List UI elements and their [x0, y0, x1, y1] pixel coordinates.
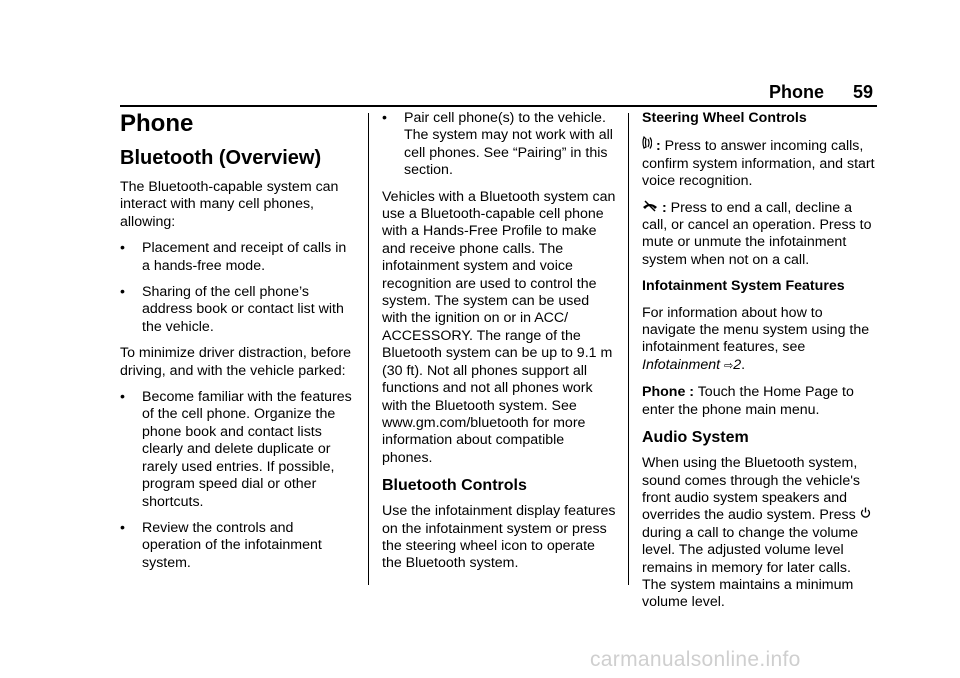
answer-text: Press to answer incoming calls, confirm system information, and start voice recognition. [642, 138, 875, 190]
phone-text: Touch the Home Page to enter the phone main menu. [642, 384, 854, 418]
column-3 [642, 110, 878, 621]
bullet-text: Pair cell phone(s) to the vehicle. The system may not work with all cell phones. See “Pairing” in this section. [404, 110, 613, 179]
power-icon [860, 507, 871, 524]
heading-infotainment-features: Infotainment System Features [642, 278, 845, 295]
controls-paragraph: Use the infotainment display features on the infotainment system or press the steering wheel icon to operate the Bluetooth system. [382, 503, 616, 572]
header-rule [120, 105, 877, 107]
column-1 [120, 110, 356, 581]
end-separator: : [658, 199, 671, 216]
bullet-text: Review the controls and operation of the infotainment system. [142, 519, 322, 571]
page-number: 59 [853, 82, 874, 102]
end-call-icon [642, 200, 658, 217]
heading-steering-wheel-controls: Steering Wheel Controls [642, 110, 807, 126]
section-title: Phone [769, 82, 825, 102]
page-ref-arrow-icon: ⇨ [724, 359, 734, 372]
features-end: . [741, 356, 746, 373]
vehicles-paragraph: Vehicles with a Bluetooth system can use a Bluetooth-capable cell phone with a Hands-Free Profile to make and receive phone calls. The infotainment system and voice recognition are used to control the system. The system can be used with the ignition on or in ACC/ ACCESSORY. The range of the Bluetooth system can be up to 9.1 m (30 ft). Not all phones support all functions and not all phones work with the Bluetooth system. See www.gm.com/bluetooth for more information about compatible phones. [382, 188, 616, 466]
bullet-marker: • [120, 519, 125, 536]
column-2 [382, 110, 618, 582]
bullet-marker: • [382, 110, 387, 126]
list-item [120, 389, 356, 511]
phone-label: Phone : [642, 384, 695, 401]
audio-paragraph [642, 455, 878, 612]
column-divider [368, 113, 369, 585]
answer-paragraph [642, 136, 878, 190]
features-paragraph [642, 305, 878, 376]
list-item [382, 110, 618, 180]
bullet-marker: • [120, 284, 125, 301]
audio-text-2: during a call to change the volume level. The adjusted volume level remains in memory for later calls. The system maintains a minimum volume level. [642, 524, 859, 611]
heading-bluetooth-controls: Bluetooth Controls [382, 477, 527, 495]
features-text: For information about how to navigate the menu system using the infotainment features, see [642, 304, 870, 356]
bullet-marker: • [120, 389, 125, 406]
phone-paragraph [642, 384, 878, 419]
bullet-text: Placement and receipt of calls in a hands-free mode. [142, 240, 347, 274]
distraction-paragraph: To minimize driver distraction, before driving, and with the vehicle parked: [120, 345, 352, 379]
bullet-marker: • [120, 240, 125, 257]
audio-text-1: When using the Bluetooth system, sound comes through the vehicle's front audio system speakers and overrides the audio system. Press [642, 455, 861, 524]
bullet-text: Become familiar with the features of the cell phone. Organize the phone book and contact lists clearly and delete duplicate or rarely used entries. If possible, program speed dial or other shortcuts. [142, 389, 352, 510]
chapter-title: Phone [120, 110, 194, 137]
list-item [120, 240, 356, 275]
bullet-text: Sharing of the cell phone’s address book or contact list with the vehicle. [142, 284, 344, 335]
answer-separator: : [652, 138, 665, 155]
list-item [120, 520, 356, 572]
page-ref-number: 2 [733, 356, 742, 373]
watermark: carmanualsonline.info [590, 648, 801, 671]
intro-paragraph: The Bluetooth-capable system can interact with many cell phones, allowing: [120, 179, 339, 230]
infotainment-link[interactable]: Infotainment [642, 356, 721, 373]
heading-audio-system: Audio System [642, 429, 749, 447]
column-divider [628, 113, 629, 585]
phone-voice-icon [642, 136, 652, 155]
end-call-text: Press to end a call, decline a call, or cancel an operation. Press to mute or unmute the infotainment system when not on a call. [642, 199, 872, 268]
heading-bluetooth-overview: Bluetooth (Overview) [120, 147, 322, 169]
end-call-paragraph [642, 200, 878, 270]
list-item [120, 284, 356, 336]
page-header [0, 82, 960, 106]
